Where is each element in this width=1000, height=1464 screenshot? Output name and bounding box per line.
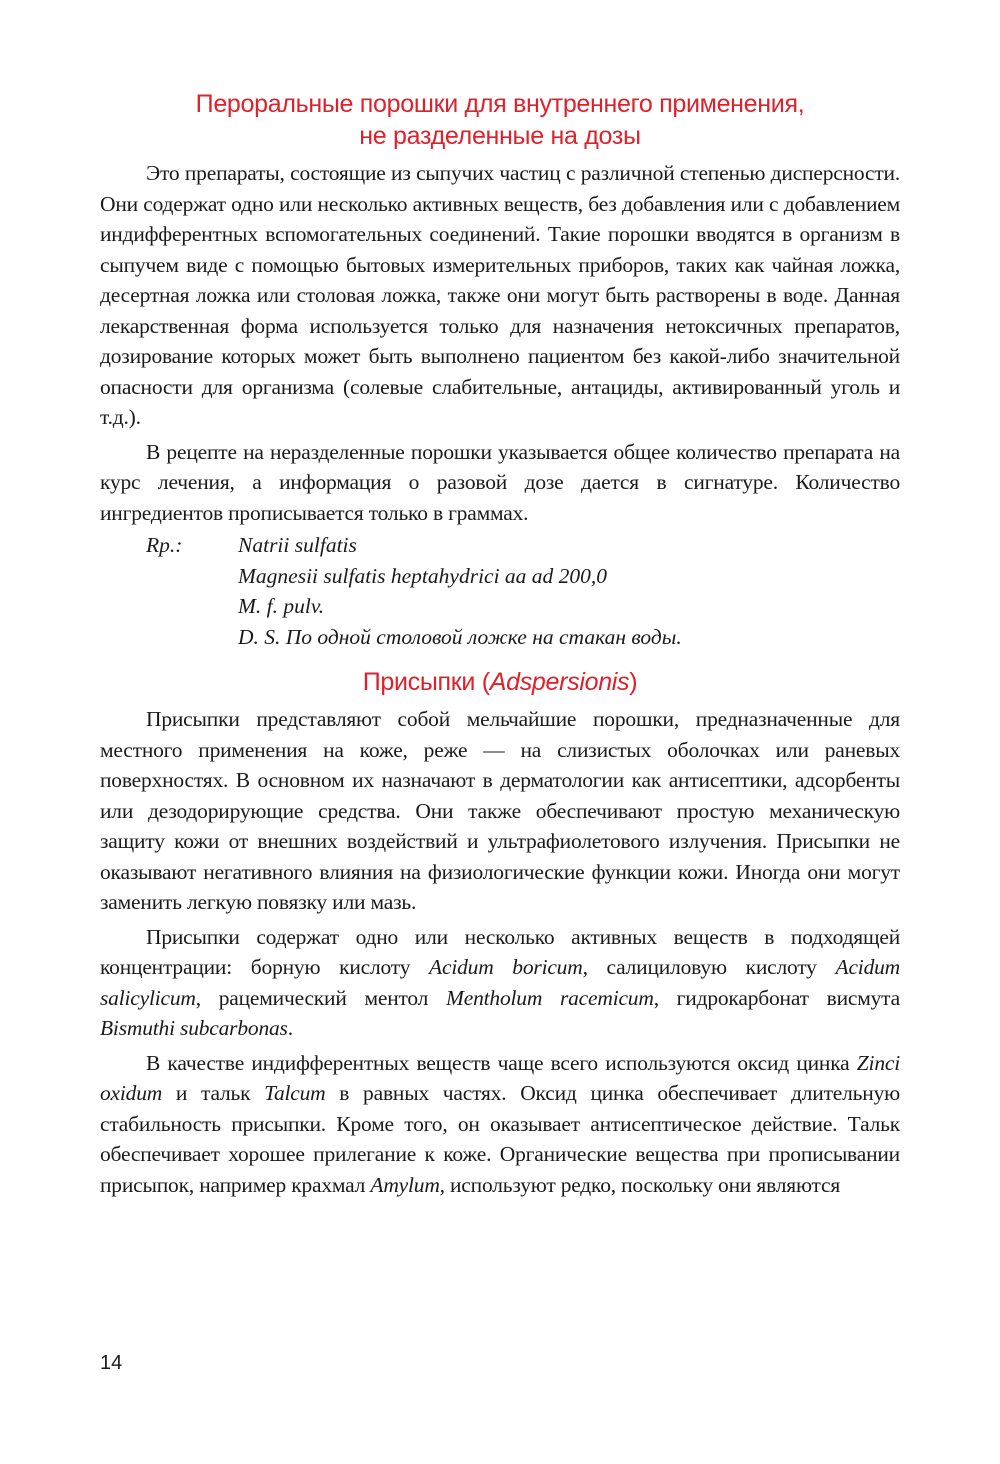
latin-term: Acidum boricum: [429, 955, 583, 979]
paragraph: В качестве индифферентных веществ чаще всего используются оксид цинка Zinci oxidum и тальк Talcum в равных частях. Оксид цинка обеспечивает длительную стабильность присыпки. Кроме того, он оказывает антисептическое действие. Тальк обеспечивает хорошее прилегание к коже. Органические вещества при прописывании присыпок, например крахмал Amylum, используют редко, поскольку они являются: [100, 1050, 900, 1197]
prescription-line: M. f. pulv.: [238, 594, 325, 618]
paragraph: В рецепте на неразделенные порошки указывается общее количество препарата на курс лечения, а информация о разовой дозе дается в сигнатуре. Количество ингредиентов прописывается только в граммах.: [100, 439, 900, 525]
page-body: [100, 88, 900, 1200]
prescription-line: Natrii sulfatis: [238, 533, 357, 557]
latin-term: Talcum: [264, 1081, 326, 1105]
title-line-2: не разделенные на дозы: [359, 122, 641, 150]
title-line-1: Пероральные порошки для внутреннего применения,: [195, 90, 805, 118]
title-prefix: Присыпки (: [362, 668, 490, 696]
prescription: [100, 530, 900, 652]
latin-term: Amylum,: [370, 1172, 445, 1197]
latin-term: Zinci oxidum: [100, 1050, 900, 1105]
prescription-label: Rp.:: [146, 533, 183, 557]
title-suffix: ): [629, 668, 638, 696]
latin-term: Mentholum racemicum: [446, 985, 654, 1010]
latin-term: Acidum salicylicum: [100, 955, 900, 1010]
paragraph: Присыпки содержат одно или несколько активных веществ в подходящей концентрации: борную кислоту Acidum boricum, салициловую кислоту Acidum salicylicum, рацемический ментол Mentholum racemicum, гидрокарбонат висмута Bismuthi subcarbonas.: [100, 924, 900, 1040]
prescription-line: D. S. По одной столовой ложке на стакан воды.: [238, 624, 682, 649]
latin-term: Bismuthi subcarbonas: [100, 1016, 288, 1040]
section-title-powders: [100, 88, 900, 152]
section-title-adspersionis: [100, 666, 900, 698]
paragraph: Это препараты, состоящие из сыпучих частиц с различной степенью дисперсности. Они содержат одно или несколько активных веществ, без добавления или с добавлением индифферентных вспомогательных соединений. Такие порошки вводятся в организм в сыпучем виде с помощью бытовых измерительных приборов, таких как чайная ложка, десертная ложка или столовая ложка, также они могут быть растворены в воде. Данная лекарственная форма используется только для назначения нетоксичных препаратов, дозирование которых может быть выполнено пациентом без какой-либо значительной опасности для организма (солевые слабительные, антациды, активированный уголь и т.д.).: [100, 161, 900, 429]
page-number: 14: [100, 1352, 123, 1374]
title-latin: Adspersionis: [489, 668, 630, 696]
prescription-line: Magnesii sulfatis heptahydrici aa ad 200,0: [238, 563, 608, 588]
paragraph: Присыпки представляют собой мельчайшие порошки, предназначенные для местного применения на коже, реже — на слизистых оболочках или раневых поверхностях. В основном их назначают в дерматологии как антисептики, адсорбенты или дезодорирующие средства. Они также обеспечивают простую механическую защиту кожи от внешних воздействий и ультрафиолетового излучения. Присыпки не оказывают негативного влияния на физиологические функции кожи. Иногда они могут заменить легкую повязку или мазь.: [100, 707, 900, 914]
